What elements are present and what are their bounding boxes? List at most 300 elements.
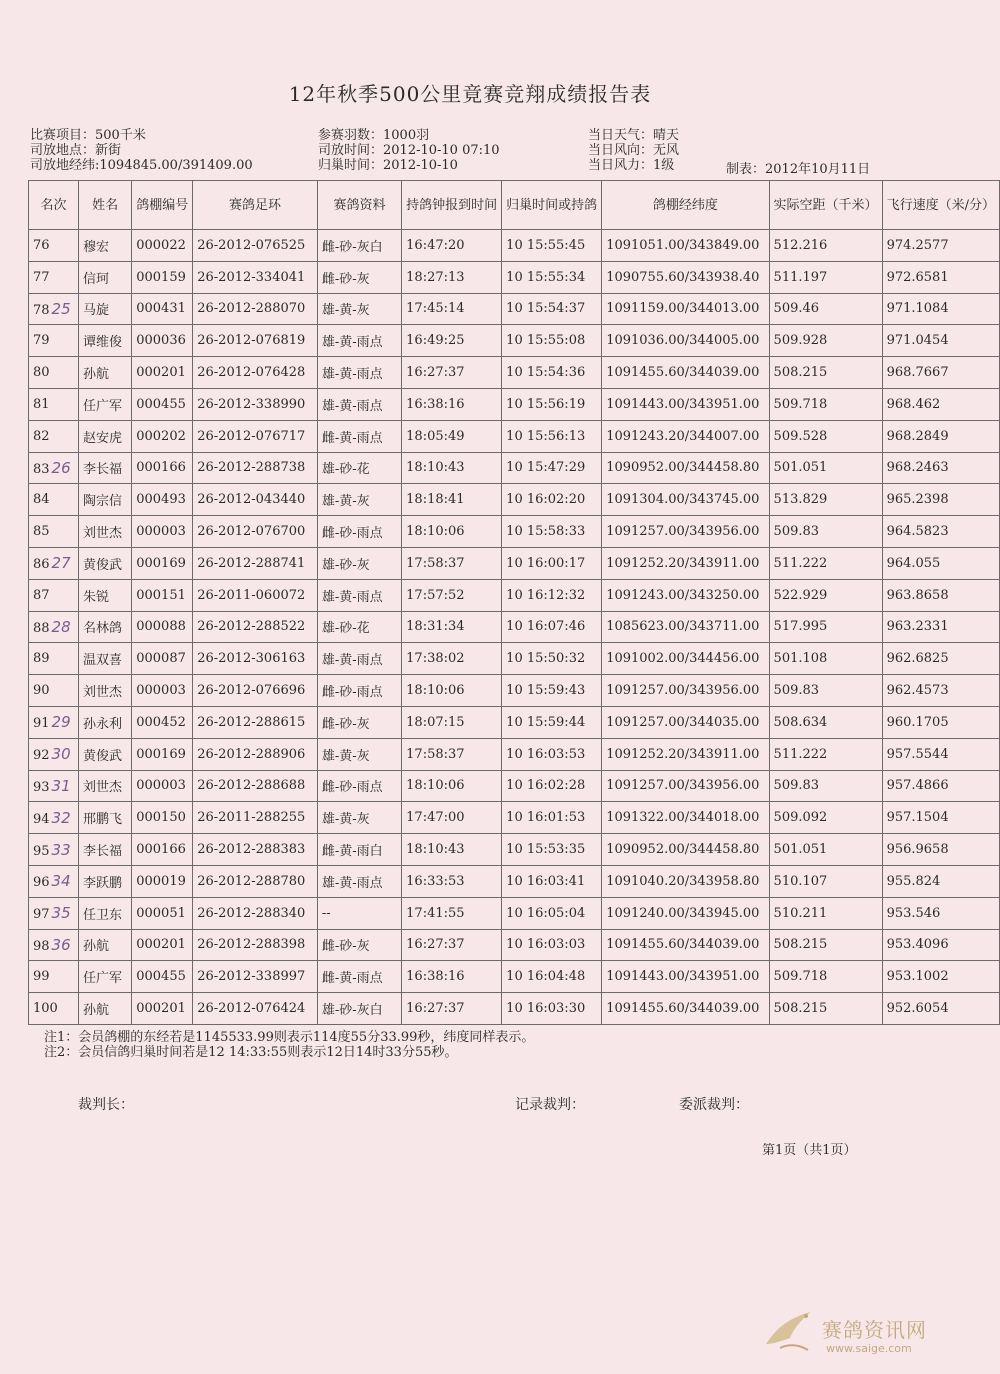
cell-dist-text: 501.108 <box>773 651 828 667</box>
cell-speed <box>882 388 999 420</box>
cell-dist <box>769 547 882 579</box>
cell-name-text: 任广军 <box>82 398 122 414</box>
cell-coord <box>602 961 769 993</box>
table-row <box>29 865 1000 897</box>
cell-ring-text: 26-2012-288906 <box>197 746 306 762</box>
cell-ring-text: 26-2012-338997 <box>197 969 306 985</box>
table-row <box>29 993 1000 1025</box>
cell-name-text: 黄俊武 <box>82 557 122 573</box>
meta-entries: 参赛羽数：1000羽 <box>318 128 430 143</box>
cell-name <box>78 738 131 770</box>
cell-coord-text: 1091257.00/343956.00 <box>606 778 760 794</box>
cell-return-text: 10 15:55:34 <box>506 269 586 285</box>
cell-return-text: 10 15:59:44 <box>506 714 586 730</box>
cell-loft-text: 000169 <box>136 555 186 571</box>
table-row <box>29 834 1000 866</box>
cell-rank <box>29 293 79 325</box>
cell-speed <box>882 802 999 834</box>
cell-coord-text: 1091455.60/344039.00 <box>606 1001 760 1017</box>
header-ring: 赛鸽足环 <box>193 181 318 230</box>
cell-coord <box>602 675 769 707</box>
cell-ring <box>193 675 318 707</box>
cell-info <box>317 993 401 1025</box>
cell-ring <box>193 865 318 897</box>
handwritten-mark: 32 <box>51 808 71 827</box>
cell-info <box>317 261 401 293</box>
cell-dist-text: 522.929 <box>773 587 828 603</box>
cell-ring <box>193 516 318 548</box>
table-row <box>29 230 1000 262</box>
cell-clock-text: 16:33:53 <box>406 873 465 889</box>
cell-coord-text: 1091455.60/344039.00 <box>606 937 760 953</box>
cell-coord-text: 1091322.00/344018.00 <box>606 810 760 826</box>
cell-name-text: 名林鸽 <box>82 621 122 637</box>
cell-return-text: 10 15:59:43 <box>506 683 586 699</box>
cell-dist-text: 509.83 <box>773 778 820 794</box>
cell-return <box>502 484 602 516</box>
report-title: 12年秋季500公里竟赛竞翔成绩报告表 <box>288 82 652 106</box>
cell-coord-text: 1091159.00/344013.00 <box>606 301 760 317</box>
cell-info-text: 雌-砂-雨点 <box>321 780 383 796</box>
cell-clock-text: 18:10:06 <box>406 683 465 699</box>
table-row <box>29 261 1000 293</box>
cell-dist <box>769 897 882 929</box>
cell-rank-text: 93 <box>33 779 50 795</box>
cell-return <box>502 929 602 961</box>
cell-ring <box>193 897 318 929</box>
cell-rank <box>29 261 79 293</box>
cell-rank <box>29 738 79 770</box>
cell-return <box>502 993 602 1025</box>
cell-loft <box>132 420 193 452</box>
cell-name <box>78 293 131 325</box>
cell-coord <box>602 261 769 293</box>
cell-info <box>317 325 401 357</box>
cell-loft-text: 000493 <box>136 492 186 508</box>
cell-name <box>78 325 131 357</box>
cell-speed-text: 963.8658 <box>886 587 949 603</box>
cell-return <box>502 388 602 420</box>
cell-rank-text: 82 <box>33 428 50 444</box>
handwritten-mark: 31 <box>51 776 71 795</box>
cell-rank <box>29 993 79 1025</box>
cell-coord-text: 1091051.00/343849.00 <box>606 237 760 253</box>
cell-info <box>317 961 401 993</box>
cell-name <box>78 452 131 484</box>
cell-dist-text: 509.928 <box>773 333 828 349</box>
cell-speed <box>882 865 999 897</box>
cell-coord <box>602 611 769 643</box>
cell-loft <box>132 516 193 548</box>
cell-name <box>78 675 131 707</box>
handwritten-mark: 33 <box>51 840 71 859</box>
cell-name-text: 陶宗信 <box>82 494 122 510</box>
meta-column-3 <box>588 128 679 173</box>
cell-loft-text: 000151 <box>136 587 186 603</box>
cell-name <box>78 230 131 262</box>
cell-dist <box>769 516 882 548</box>
cell-clock-text: 16:27:37 <box>406 1001 465 1017</box>
cell-return <box>502 293 602 325</box>
cell-dist <box>769 325 882 357</box>
cell-clock <box>402 516 502 548</box>
cell-dist <box>769 961 882 993</box>
cell-name-text: 孙航 <box>82 367 109 383</box>
cell-loft-text: 000452 <box>136 714 186 730</box>
cell-speed-text: 972.6581 <box>886 269 949 285</box>
cell-dist <box>769 643 882 675</box>
cell-coord <box>602 293 769 325</box>
cell-info <box>317 420 401 452</box>
cell-clock-text: 16:27:37 <box>406 937 465 953</box>
cell-info <box>317 230 401 262</box>
cell-speed-text: 964.5823 <box>886 524 949 540</box>
cell-ring-text: 26-2012-288383 <box>197 842 306 858</box>
cell-rank-text: 91 <box>33 716 50 732</box>
cell-loft <box>132 357 193 389</box>
cell-return <box>502 738 602 770</box>
cell-info-text: 雌-砂-灰 <box>321 271 370 287</box>
cell-rank <box>29 388 79 420</box>
cell-coord-text: 1091240.00/343945.00 <box>606 905 760 921</box>
cell-speed-text: 956.9658 <box>886 842 949 858</box>
cell-speed-text: 955.824 <box>886 873 941 889</box>
cell-dist <box>769 738 882 770</box>
cell-speed <box>882 834 999 866</box>
cell-return <box>502 706 602 738</box>
chief-judge-label: 裁判长： <box>78 1097 134 1113</box>
cell-return <box>502 770 602 802</box>
cell-loft <box>132 261 193 293</box>
watermark-url: www.saige.com <box>826 1342 912 1355</box>
cell-coord <box>602 357 769 389</box>
cell-info <box>317 484 401 516</box>
cell-speed <box>882 929 999 961</box>
cell-info-text: -- <box>321 905 331 921</box>
cell-ring-text: 26-2011-288255 <box>197 810 306 826</box>
cell-speed <box>882 961 999 993</box>
cell-loft <box>132 547 193 579</box>
cell-loft <box>132 579 193 611</box>
cell-speed <box>882 579 999 611</box>
meta-column-1 <box>30 128 253 173</box>
cell-info-text: 雄-砂-灰白 <box>321 1003 383 1019</box>
cell-loft-text: 000051 <box>136 905 186 921</box>
cell-name <box>78 547 131 579</box>
table-row <box>29 484 1000 516</box>
cell-rank-text: 85 <box>33 524 50 540</box>
cell-ring <box>193 770 318 802</box>
cell-name <box>78 834 131 866</box>
cell-name <box>78 420 131 452</box>
cell-speed <box>882 993 999 1025</box>
cell-name-text: 刘世杰 <box>82 780 122 796</box>
cell-ring <box>193 261 318 293</box>
table-row <box>29 420 1000 452</box>
cell-clock <box>402 770 502 802</box>
cell-ring <box>193 993 318 1025</box>
cell-info <box>317 611 401 643</box>
cell-clock-text: 17:58:37 <box>406 746 465 762</box>
cell-return-text: 10 15:55:45 <box>506 237 586 253</box>
cell-coord <box>602 770 769 802</box>
cell-name-text: 穆宏 <box>82 239 109 255</box>
cell-rank-text: 95 <box>33 843 50 859</box>
cell-return-text: 10 16:12:32 <box>506 587 586 603</box>
cell-return-text: 10 16:03:03 <box>506 937 586 953</box>
cell-rank <box>29 770 79 802</box>
cell-info-text: 雄-砂-花 <box>321 462 370 478</box>
page-number: 第1页（共1页） <box>762 1143 857 1158</box>
cell-ring-text: 26-2012-076696 <box>197 683 306 699</box>
cell-speed <box>882 738 999 770</box>
table-row <box>29 802 1000 834</box>
cell-info <box>317 579 401 611</box>
table-row <box>29 293 1000 325</box>
cell-ring-text: 26-2012-306163 <box>197 651 306 667</box>
cell-loft <box>132 388 193 420</box>
cell-ring <box>193 230 318 262</box>
cell-info <box>317 547 401 579</box>
cell-loft-text: 000431 <box>136 301 186 317</box>
cell-ring <box>193 834 318 866</box>
cell-rank <box>29 706 79 738</box>
cell-loft-text: 000019 <box>136 873 186 889</box>
cell-ring <box>193 579 318 611</box>
cell-rank <box>29 484 79 516</box>
header-loft: 鸽棚编号 <box>132 181 193 230</box>
cell-loft-text: 000201 <box>136 937 186 953</box>
header-name: 姓名 <box>78 181 131 230</box>
cell-ring-text: 26-2012-288780 <box>197 873 306 889</box>
cell-clock-text: 18:07:15 <box>406 714 465 730</box>
cell-clock <box>402 802 502 834</box>
cell-speed-text: 968.2849 <box>886 428 949 444</box>
cell-rank-text: 76 <box>33 237 50 253</box>
meta-release-place: 司放地点：新街 <box>30 143 122 158</box>
cell-clock-text: 17:57:52 <box>406 587 465 603</box>
cell-clock <box>402 420 502 452</box>
cell-rank <box>29 929 79 961</box>
table-row <box>29 770 1000 802</box>
cell-rank <box>29 834 79 866</box>
cell-coord-text: 1091252.20/343911.00 <box>606 746 760 762</box>
cell-clock-text: 16:49:25 <box>406 333 465 349</box>
cell-return-text: 10 16:02:28 <box>506 778 586 794</box>
cell-loft <box>132 611 193 643</box>
cell-dist-text: 511.222 <box>773 746 828 762</box>
cell-return-text: 10 15:56:13 <box>506 428 586 444</box>
cell-ring-text: 26-2012-288615 <box>197 714 306 730</box>
cell-ring <box>193 420 318 452</box>
cell-dist-text: 509.718 <box>773 396 828 412</box>
cell-clock <box>402 643 502 675</box>
cell-rank-text: 80 <box>33 365 50 381</box>
header-coord: 鸽棚经纬度 <box>602 181 769 230</box>
cell-clock <box>402 484 502 516</box>
table-row <box>29 611 1000 643</box>
cell-loft-text: 000003 <box>136 524 186 540</box>
cell-info-text: 雌-砂-灰白 <box>321 239 383 255</box>
cell-coord <box>602 420 769 452</box>
cell-coord <box>602 547 769 579</box>
cell-dist <box>769 484 882 516</box>
delegated-judge-label: 委派裁判： <box>679 1097 749 1113</box>
cell-return-text: 10 15:53:35 <box>506 842 586 858</box>
cell-loft-text: 000087 <box>136 651 186 667</box>
cell-name-text: 任卫东 <box>82 907 122 923</box>
cell-ring-text: 26-2012-076525 <box>197 237 306 253</box>
cell-info <box>317 929 401 961</box>
cell-rank-text: 88 <box>33 620 50 636</box>
cell-return-text: 10 16:03:53 <box>506 746 586 762</box>
cell-info <box>317 357 401 389</box>
cell-info-text: 雌-砂-雨点 <box>321 685 383 701</box>
cell-dist <box>769 802 882 834</box>
cell-ring-text: 26-2012-076717 <box>197 428 306 444</box>
handwritten-mark: 28 <box>51 617 71 636</box>
cell-speed-text: 953.4096 <box>886 937 949 953</box>
cell-dist <box>769 993 882 1025</box>
cell-info <box>317 388 401 420</box>
cell-speed-text: 960.1705 <box>886 714 949 730</box>
cell-dist <box>769 675 882 707</box>
cell-name <box>78 961 131 993</box>
cell-ring-text: 26-2012-288070 <box>197 301 306 317</box>
cell-speed-text: 971.1084 <box>886 301 949 317</box>
cell-dist-text: 512.216 <box>773 237 828 253</box>
cell-rank <box>29 357 79 389</box>
cell-ring <box>193 738 318 770</box>
cell-dist-text: 501.051 <box>773 842 828 858</box>
cell-return <box>502 802 602 834</box>
cell-coord <box>602 579 769 611</box>
cell-name-text: 黄俊武 <box>82 748 122 764</box>
cell-dist-text: 509.092 <box>773 810 828 826</box>
cell-coord <box>602 897 769 929</box>
cell-clock-text: 17:41:55 <box>406 905 465 921</box>
cell-loft-text: 000166 <box>136 460 186 476</box>
cell-coord-text: 1090755.60/343938.40 <box>606 269 760 285</box>
cell-speed <box>882 420 999 452</box>
cell-name <box>78 579 131 611</box>
cell-ring-text: 26-2012-288738 <box>197 460 306 476</box>
cell-loft <box>132 230 193 262</box>
cell-coord <box>602 325 769 357</box>
cell-info-text: 雄-黄-雨点 <box>321 653 383 669</box>
cell-rank <box>29 420 79 452</box>
cell-speed <box>882 452 999 484</box>
cell-coord <box>602 993 769 1025</box>
cell-loft <box>132 802 193 834</box>
cell-rank-text: 86 <box>33 557 50 573</box>
cell-coord-text: 1091036.00/344005.00 <box>606 333 760 349</box>
cell-name-text: 赵安虎 <box>82 430 122 446</box>
cell-speed-text: 957.1504 <box>886 810 949 826</box>
cell-loft-text: 000022 <box>136 237 186 253</box>
cell-name <box>78 484 131 516</box>
cell-loft <box>132 961 193 993</box>
cell-name-text: 孙航 <box>82 1003 109 1019</box>
cell-clock-text: 16:38:16 <box>406 969 465 985</box>
cell-coord-text: 1091304.00/343745.00 <box>606 492 760 508</box>
cell-dist-text: 509.83 <box>773 683 820 699</box>
cell-ring <box>193 611 318 643</box>
cell-dist <box>769 579 882 611</box>
cell-rank-text: 97 <box>33 907 50 923</box>
cell-coord <box>602 643 769 675</box>
cell-loft-text: 000455 <box>136 969 186 985</box>
handwritten-mark: 35 <box>51 904 71 923</box>
cell-name-text: 朱锐 <box>82 589 109 605</box>
cell-name-text: 信珂 <box>82 271 109 287</box>
cell-dist <box>769 420 882 452</box>
cell-info-text: 雄-砂-花 <box>321 621 370 637</box>
cell-rank <box>29 516 79 548</box>
cell-clock <box>402 293 502 325</box>
cell-info <box>317 834 401 866</box>
cell-info <box>317 706 401 738</box>
cell-dist-text: 509.83 <box>773 524 820 540</box>
cell-coord <box>602 834 769 866</box>
cell-rank <box>29 579 79 611</box>
cell-coord-text: 1091040.20/343958.80 <box>606 873 760 889</box>
cell-return-text: 10 16:03:30 <box>506 1001 586 1017</box>
cell-coord <box>602 929 769 961</box>
cell-rank <box>29 802 79 834</box>
cell-loft-text: 000159 <box>136 269 186 285</box>
table-row <box>29 388 1000 420</box>
cell-info-text: 雌-砂-雨点 <box>321 526 383 542</box>
cell-speed <box>882 706 999 738</box>
table-header-row <box>29 181 1000 230</box>
cell-name <box>78 611 131 643</box>
cell-clock-text: 17:38:02 <box>406 651 465 667</box>
handwritten-mark: 27 <box>51 554 71 573</box>
cell-return <box>502 230 602 262</box>
cell-coord-text: 1091443.00/343951.00 <box>606 969 760 985</box>
cell-ring <box>193 452 318 484</box>
cell-speed-text: 953.546 <box>886 905 941 921</box>
cell-return-text: 10 15:55:08 <box>506 333 586 349</box>
header-clock: 持鸽钟报到时间 <box>402 181 502 230</box>
cell-rank <box>29 865 79 897</box>
cell-name-text: 任广军 <box>82 971 122 987</box>
cell-clock <box>402 929 502 961</box>
pigeon-logo-icon <box>760 1304 820 1358</box>
cell-ring-text: 26-2012-288398 <box>197 937 306 953</box>
cell-name <box>78 897 131 929</box>
cell-dist-text: 509.528 <box>773 428 828 444</box>
cell-name <box>78 865 131 897</box>
cell-rank-text: 78 <box>33 302 50 318</box>
cell-speed-text: 962.4573 <box>886 683 949 699</box>
watermark <box>760 1302 980 1362</box>
cell-ring-text: 26-2012-076428 <box>197 365 306 381</box>
cell-clock <box>402 738 502 770</box>
cell-clock-text: 17:58:37 <box>406 555 465 571</box>
table-row <box>29 516 1000 548</box>
cell-return <box>502 516 602 548</box>
table-row <box>29 706 1000 738</box>
cell-name <box>78 261 131 293</box>
cell-rank-text: 98 <box>33 938 50 954</box>
cell-dist <box>769 293 882 325</box>
cell-info-text: 雌-砂-灰 <box>321 716 370 732</box>
cell-info <box>317 897 401 929</box>
cell-clock <box>402 865 502 897</box>
cell-info-text: 雄-黄-灰 <box>321 812 370 828</box>
